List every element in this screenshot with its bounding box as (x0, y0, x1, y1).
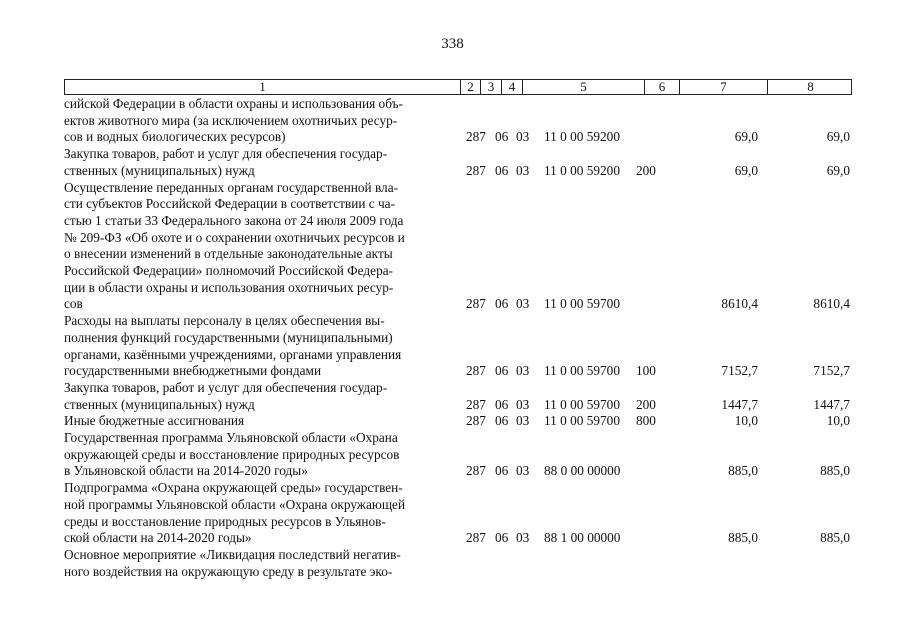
subsection-code: 03 (516, 413, 530, 429)
ministry-code: 287 (466, 463, 486, 479)
description-line: Российской Федерации» полномочий Российской Федера- (64, 263, 394, 279)
description-line: Осуществление переданных органам государственной вла- (64, 179, 399, 195)
target-article-code: 11 0 00 59700 (544, 296, 620, 312)
description-line: Основное мероприятие «Ликвидация последствий негатив- (64, 546, 401, 562)
amount-col-8: 69,0 (826, 129, 850, 145)
target-article-code: 88 1 00 00000 (544, 530, 621, 546)
header-col-5: 5 (522, 80, 644, 94)
target-article-code: 88 0 00 00000 (544, 463, 621, 479)
description-line: сийской Федерации в области охраны и использования объ- (64, 96, 403, 111)
description-line: стью 1 статьи 33 Федерального закона от 24 июля 2009 года (64, 212, 404, 228)
subsection-code: 03 (516, 129, 530, 145)
ministry-code: 287 (466, 129, 486, 145)
description-line: полнения функций государственными (муниципальными) (64, 329, 393, 345)
amount-col-7: 7152,7 (721, 363, 758, 379)
amount-col-8: 8610,4 (813, 296, 850, 312)
section-code: 06 (495, 162, 509, 178)
amount-col-7: 8610,4 (721, 296, 758, 312)
row-description (64, 413, 456, 430)
expense-type-code: 200 (636, 396, 656, 412)
table-row (0, 313, 905, 380)
row-description (64, 96, 456, 146)
amount-col-8: 885,0 (820, 530, 850, 546)
table-row (0, 180, 905, 314)
row-description (64, 547, 456, 580)
table-row (0, 547, 905, 580)
table-row (0, 480, 905, 547)
amount-col-7: 1447,7 (721, 396, 758, 412)
description-line: Государственная программа Ульяновской области «Охрана (64, 430, 398, 446)
section-code: 06 (495, 530, 509, 546)
header-col-1: 1 (259, 79, 266, 94)
amount-col-8: 69,0 (826, 162, 850, 178)
ministry-code: 287 (466, 530, 486, 546)
description-line: сов (64, 296, 83, 312)
description-line: Подпрограмма «Охрана окружающей среды» государствен- (64, 480, 403, 496)
description-line: ственных (муниципальных) нужд (64, 162, 255, 178)
subsection-code: 03 (516, 296, 530, 312)
section-code: 06 (495, 413, 509, 429)
description-line: сов и водных биологических ресурсов) (64, 129, 286, 145)
section-code: 06 (495, 463, 509, 479)
subsection-code: 03 (516, 162, 530, 178)
description-line: ской области на 2014-2020 годы» (64, 530, 252, 546)
ministry-code: 287 (466, 396, 486, 412)
amount-col-7: 69,0 (734, 162, 758, 178)
table-row (0, 430, 905, 480)
description-line: ной программы Ульяновской области «Охрана окружающей (64, 496, 406, 512)
amount-col-7: 885,0 (728, 530, 758, 546)
amount-col-7: 885,0 (728, 463, 758, 479)
description-line: ции в области охраны и использования охотничьих ресур- (64, 279, 394, 295)
table-row (0, 146, 905, 179)
section-code: 06 (495, 363, 509, 379)
header-col-2: 2 (460, 80, 480, 94)
ministry-code: 287 (466, 296, 486, 312)
table-row (0, 413, 905, 430)
ministry-code: 287 (466, 162, 486, 178)
row-description (64, 180, 456, 314)
subsection-code: 03 (516, 363, 530, 379)
description-line: ного воздействия на окружающую среду в результате эко- (64, 563, 393, 579)
table-body (0, 96, 905, 580)
amount-col-7: 10,0 (734, 413, 758, 429)
description-line: сти субъектов Российской Федерации в соответствии с ча- (64, 196, 396, 212)
row-description (64, 380, 456, 413)
description-line: государственными внебюджетными фондами (64, 363, 322, 379)
section-code: 06 (495, 396, 509, 412)
description-line: Закупка товаров, работ и услуг для обеспечения государ- (64, 379, 388, 395)
expense-type-code: 100 (636, 363, 656, 379)
description-line: Расходы на выплаты персоналу в целях обеспечения вы- (64, 313, 385, 329)
section-code: 06 (495, 296, 509, 312)
amount-col-8: 885,0 (820, 463, 850, 479)
header-col-3: 3 (480, 80, 501, 94)
description-line: окружающей среды и восстановление природных ресурсов (64, 446, 400, 462)
subsection-code: 03 (516, 530, 530, 546)
description-line: в Ульяновской области на 2014-2020 годы» (64, 463, 308, 479)
amount-col-8: 10,0 (826, 413, 850, 429)
table-row (0, 380, 905, 413)
target-article-code: 11 0 00 59700 (544, 413, 620, 429)
section-code: 06 (495, 129, 509, 145)
row-description (64, 313, 456, 380)
subsection-code: 03 (516, 396, 530, 412)
target-article-code: 11 0 00 59700 (544, 363, 620, 379)
description-line: органами, казёнными учреждениями, органами управления (64, 346, 402, 362)
row-description (64, 146, 456, 179)
amount-col-8: 7152,7 (813, 363, 850, 379)
expense-type-code: 200 (636, 162, 656, 178)
subsection-code: 03 (516, 463, 530, 479)
description-line: Иные бюджетные ассигнования (64, 413, 245, 429)
expense-type-code: 800 (636, 413, 656, 429)
table-row (0, 96, 905, 146)
ministry-code: 287 (466, 363, 486, 379)
description-line: Закупка товаров, работ и услуг для обеспечения государ- (64, 146, 388, 162)
header-col-7: 7 (679, 80, 767, 94)
header-col-6: 6 (644, 80, 679, 94)
header-col-4: 4 (501, 80, 522, 94)
description-line: среды и восстановление природных ресурсов в Ульянов- (64, 513, 386, 529)
page-number: 338 (441, 36, 464, 52)
amount-col-7: 69,0 (734, 129, 758, 145)
row-description (64, 430, 456, 480)
ministry-code: 287 (466, 413, 486, 429)
row-description (64, 480, 456, 547)
target-article-code: 11 0 00 59200 (544, 162, 620, 178)
description-line: ектов животного мира (за исключением охотничьих ресур- (64, 112, 398, 128)
amount-col-8: 1447,7 (813, 396, 850, 412)
description-line: ственных (муниципальных) нужд (64, 396, 255, 412)
description-line: о внесении изменений в отдельные законодательные акты (64, 246, 393, 262)
target-article-code: 11 0 00 59200 (544, 129, 620, 145)
description-line: № 209-ФЗ «Об охоте и о сохранении охотничьих ресурсов и (64, 229, 405, 245)
target-article-code: 11 0 00 59700 (544, 396, 620, 412)
header-col-8: 8 (767, 80, 853, 94)
table-header (64, 79, 852, 95)
